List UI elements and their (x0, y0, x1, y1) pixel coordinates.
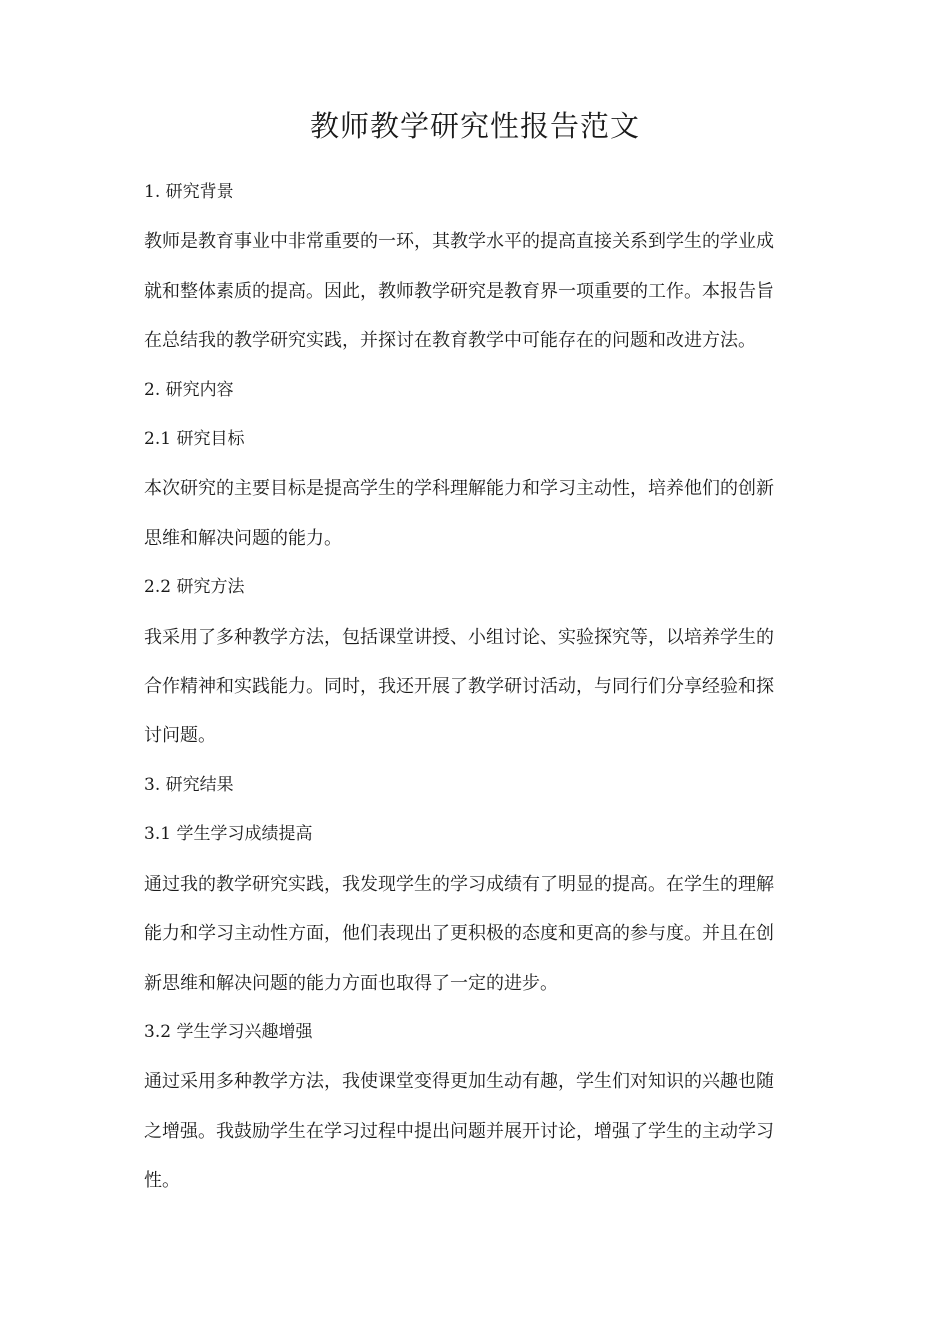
paragraph-line: 合作精神和实践能力。同时，我还开展了教学研讨活动，与同行们分享经验和探 (144, 676, 774, 698)
paragraph-line: 本次研究的主要目标是提高学生的学科理解能力和学习主动性，培养他们的创新 (144, 478, 774, 500)
subsection-heading: 2.1 研究目标 (144, 429, 245, 450)
section-heading: 1. 研究背景 (144, 182, 234, 202)
section-heading: 2. 研究内容 (144, 379, 234, 400)
paragraph-line: 之增强。我鼓励学生在学习过程中提出问题并展开讨论，增强了学生的主动学习 (144, 1120, 774, 1142)
paragraph-line: 教师是教育事业中非常重要的一环，其教学水平的提高直接关系到学生的学业成 (144, 231, 774, 253)
subsection-heading: 2.2 研究方法 (144, 577, 245, 598)
section-heading: 3. 研究结果 (144, 774, 234, 795)
paragraph-line: 能力和学习主动性方面，他们表现出了更积极的态度和更高的参与度。并且在创 (144, 923, 774, 945)
paragraph-line: 讨问题。 (144, 725, 216, 747)
paragraph-line: 就和整体素质的提高。因此，教师教学研究是教育界一项重要的工作。本报告旨 (144, 280, 774, 302)
paragraph-line: 新思维和解决问题的能力方面也取得了一定的进步。 (144, 972, 558, 994)
subsection-heading: 3.1 学生学习成绩提高 (144, 824, 313, 845)
paragraph-line: 思维和解决问题的能力。 (144, 527, 342, 549)
paragraph-line: 性。 (144, 1170, 180, 1192)
document-body (144, 168, 808, 1206)
paragraph-line: 我采用了多种教学方法，包括课堂讲授、小组讨论、实验探究等，以培养学生的 (144, 626, 774, 648)
paragraph-line: 通过采用多种教学方法，我使课堂变得更加生动有趣，学生们对知识的兴趣也随 (144, 1071, 774, 1093)
paragraph-line: 通过我的教学研究实践，我发现学生的学习成绩有了明显的提高。在学生的理解 (144, 873, 774, 895)
subsection-heading: 3.2 学生学习兴趣增强 (144, 1021, 313, 1042)
paragraph-line: 在总结我的教学研究实践，并探讨在教育教学中可能存在的问题和改进方法。 (144, 330, 756, 352)
document-title: 教师教学研究性报告范文 (309, 109, 640, 143)
